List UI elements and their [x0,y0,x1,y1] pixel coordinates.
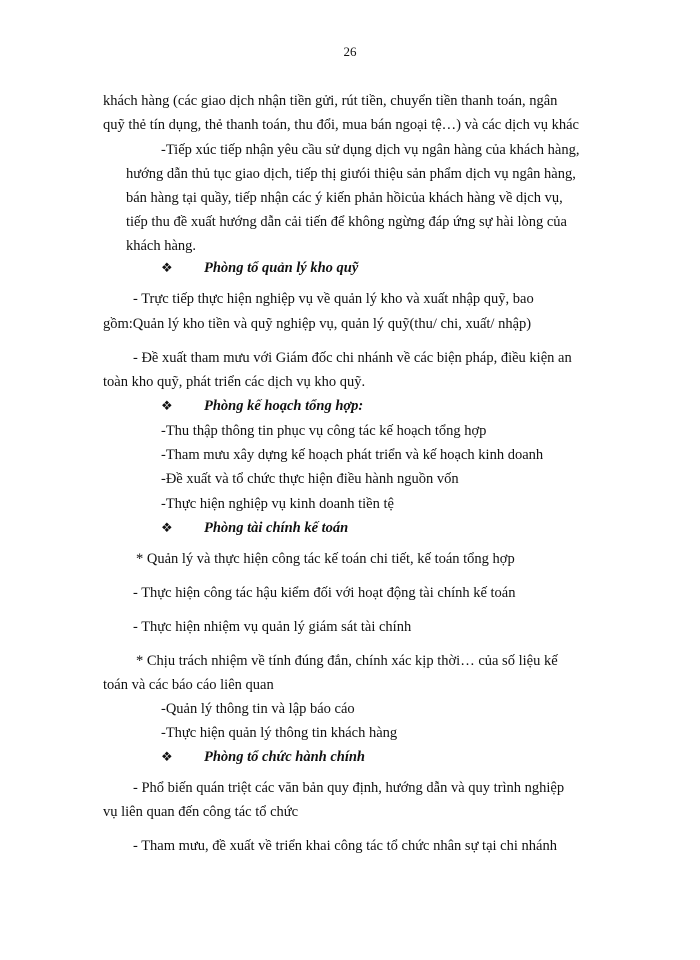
section-line: - Đề xuất tham mưu với Giám đốc chi nhánh về các biện pháp, điều kiện an [133,350,572,366]
section-heading-to-chuc: Phòng tổ chức hành chính [204,749,365,765]
intro-line: tiếp thu đề xuất hướng dẫn cải tiến để không ngừng đáp ứng sự hài lòng của [126,214,567,230]
section-line: - Phổ biến quán triệt các văn bản quy định, hướng dẫn và quy trình nghiệp [133,780,565,796]
intro-line: khách hàng (các giao dịch nhận tiền gửi, rút tiền, chuyển tiền thanh toán, ngân [103,93,558,109]
section-line: -Thực hiện nghiệp vụ kinh doanh tiền tệ [161,496,394,512]
diamond-bullet-icon: ❖ [161,749,173,764]
diamond-bullet-icon: ❖ [161,520,173,535]
section-line: toàn kho quỹ, phát triển các dịch vụ kho quỹ. [103,374,366,390]
section-heading-tai-chinh: Phòng tài chính kế toán [204,520,349,536]
section-line: -Đề xuất và tổ chức thực hiện điều hành nguồn vốn [161,471,459,487]
intro-line: khách hàng. [126,238,197,254]
section-line: * Chịu trách nhiệm về tính đúng đắn, chính xác kịp thời… của số liệu kế [136,653,558,669]
intro-line: bán hàng tại quầy, tiếp nhận các ý kiến phản hồicủa khách hàng về dịch vụ, [126,190,563,206]
section-line: * Quản lý và thực hiện công tác kế toán chi tiết, kế toán tổng hợp [136,551,515,567]
diamond-bullet-icon: ❖ [161,398,173,413]
section-line: toán và các báo cáo liên quan [103,677,274,693]
section-line: - Tham mưu, đề xuất về triển khai công tác tổ chức nhân sự tại chi nhánh [133,838,557,854]
section-line: - Thực hiện nhiệm vụ quản lý giám sát tài chính [133,619,412,635]
section-line: - Thực hiện công tác hậu kiểm đối với hoạt động tài chính kế toán [133,585,516,601]
section-line: -Thu thập thông tin phục vụ công tác kế hoạch tổng hợp [161,423,487,439]
section-line: -Quản lý thông tin và lập báo cáo [161,701,355,717]
page-number: 26 [343,44,357,59]
section-line: - Trực tiếp thực hiện nghiệp vụ về quản lý kho và xuất nhập quỹ, bao [133,291,534,307]
section-line: vụ liên quan đến công tác tổ chức [103,804,299,820]
section-line: -Thực hiện quản lý thông tin khách hàng [161,725,398,741]
intro-line: hướng dẫn thủ tục giao dịch, tiếp thị giưói thiệu sản phẩm dịch vụ ngân hàng, [126,166,576,182]
intro-line: quỹ thẻ tín dụng, thẻ thanh toán, thu đổi, mua bán ngoại tệ…) và các dịch vụ khác [103,117,579,133]
diamond-bullet-icon: ❖ [161,260,173,275]
intro-line: -Tiếp xúc tiếp nhận yêu cầu sử dụng dịch vụ ngân hàng của khách hàng, [161,142,580,158]
section-heading-kho-quy: Phòng tổ quản lý kho quỹ [204,260,359,276]
section-heading-ke-hoach: Phòng kế hoạch tổng hợp: [204,398,364,414]
section-line: -Tham mưu xây dựng kế hoạch phát triển và kế hoạch kinh doanh [161,447,544,463]
section-line: gồm:Quản lý kho tiền và quỹ nghiệp vụ, quản lý quỹ(thu/ chi, xuất/ nhập) [103,316,532,332]
